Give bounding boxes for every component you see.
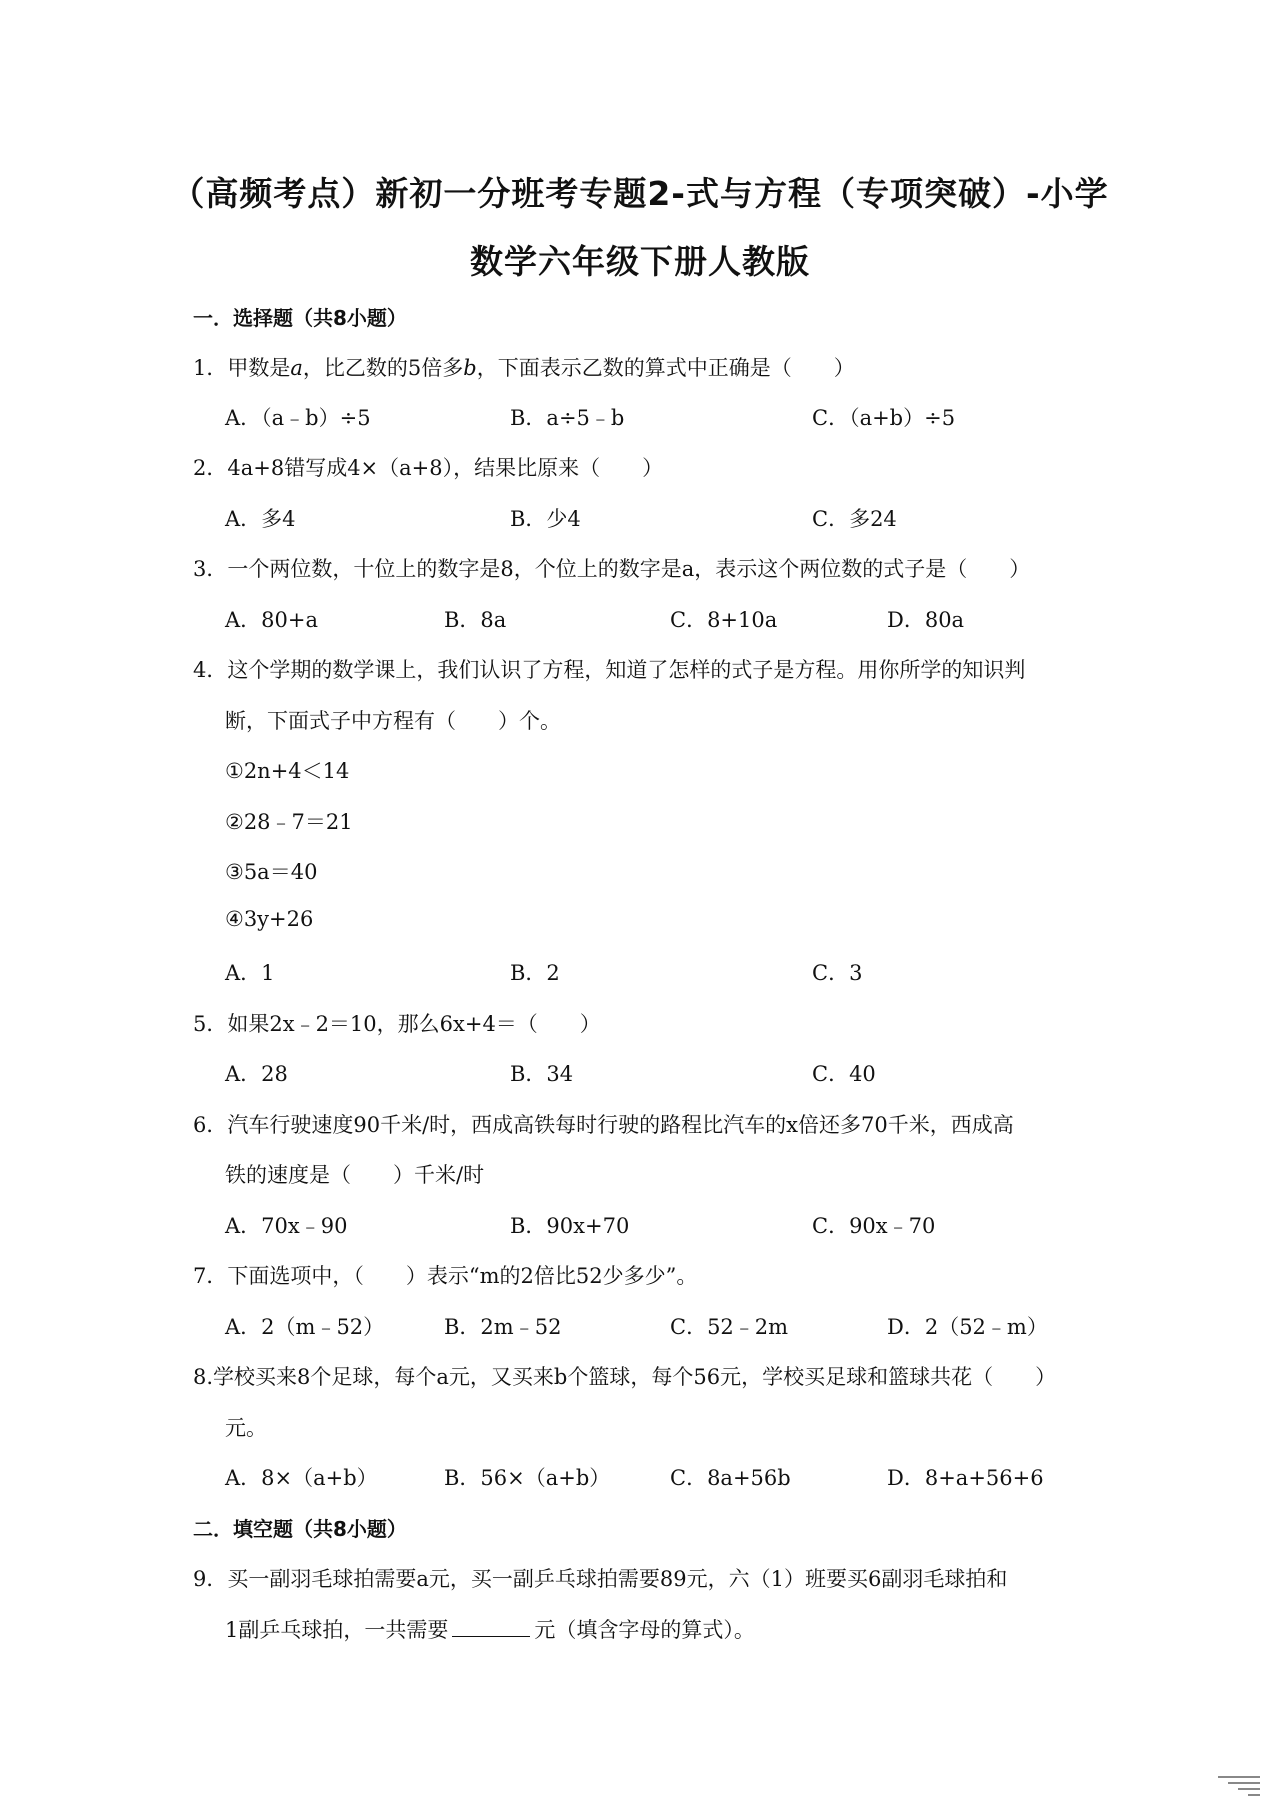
q8-option-c: C．8a+56b [670, 1466, 791, 1490]
q8-option-a: A．8×（a+b） [225, 1466, 378, 1490]
q1-text-c: ，下面表示乙数的算式中正确是（ ） [476, 356, 855, 380]
question-3-stem: 3．一个两位数，十位上的数字是8，个位上的数字是a，表示这个两位数的式子是（ ） [193, 557, 1031, 581]
q6-option-a: A．70x﹣90 [225, 1214, 348, 1238]
q4-item-3: ③5a＝40 [225, 860, 318, 884]
question-7-stem: 7．下面选项中，（ ）表示“m的2倍比52少多少”。 [193, 1264, 698, 1288]
question-8-stem-line-1: 8.学校买来8个足球，每个a元，又买来b个篮球，每个56元，学校买足球和篮球共花（ ） [193, 1365, 1057, 1389]
question-9-stem-line-2 [225, 1614, 755, 1644]
title-line-1: （高频考点）新初一分班考专题2-式与方程（专项突破）-小学 [171, 174, 1109, 213]
question-2-stem: 2．4a+8错写成4×（a+8），结果比原来（ ） [193, 456, 664, 480]
q1-text-a: 1．甲数是 [193, 356, 291, 380]
q1-option-c: C．（a+b）÷5 [812, 406, 956, 430]
q3-option-d: D．80a [887, 608, 965, 632]
q1-text-b: ，比乙数的5倍多 [302, 356, 464, 380]
q5-option-a: A．28 [225, 1062, 288, 1086]
q2-option-a: A．多4 [225, 507, 296, 531]
q1-option-a: A．（a﹣b）÷5 [225, 406, 371, 430]
q3-option-b: B．8a [444, 608, 507, 632]
question-8-stem-line-2: 元。 [225, 1416, 267, 1440]
section-fill-heading: 二．填空题（共8小题） [193, 1517, 407, 1541]
q7-option-d: D．2（52﹣m） [887, 1315, 1048, 1339]
q9-text-pre: 1副乒乓球拍，一共需要 [225, 1618, 449, 1642]
q7-option-c: C．52﹣2m [670, 1315, 789, 1339]
q5-option-c: C．40 [812, 1062, 876, 1086]
question-4-stem-line-1: 4．这个学期的数学课上，我们认识了方程，知道了怎样的式子是方程。用你所学的知识判 [193, 658, 1026, 682]
q9-text-post: 元（填含字母的算式）。 [534, 1618, 755, 1642]
question-4-stem-line-2: 断，下面式子中方程有（ ）个。 [225, 709, 561, 733]
q1-option-b: B．a÷5﹣b [510, 406, 625, 430]
q1-var-b: b [463, 356, 477, 380]
q9-answer-blank[interactable] [452, 1618, 530, 1637]
q8-option-b: B．56×（a+b） [444, 1466, 611, 1490]
q4-option-c: C．3 [812, 961, 863, 985]
q3-option-a: A．80+a [225, 608, 319, 632]
question-6-stem-line-2: 铁的速度是（ ）千米/时 [225, 1163, 485, 1187]
question-1-stem [193, 352, 855, 382]
q8-option-d: D．8+a+56+6 [887, 1466, 1044, 1490]
q4-item-2: ②28﹣7＝21 [225, 810, 353, 834]
q7-option-a: A．2（m﹣52） [225, 1315, 385, 1339]
q4-option-a: A．1 [225, 961, 275, 985]
question-9-stem-line-1: 9．买一副羽毛球拍需要a元，买一副乒乓球拍需要89元，六（1）班要买6副羽毛球拍和 [193, 1567, 1008, 1591]
q7-option-b: B．2m﹣52 [444, 1315, 562, 1339]
q6-option-b: B．90x+70 [510, 1214, 630, 1238]
section-choice-heading: 一．选择题（共8小题） [193, 306, 407, 330]
q2-option-c: C．多24 [812, 507, 897, 531]
title-line-2: 数学六年级下册人教版 [470, 242, 810, 281]
q4-option-b: B．2 [510, 961, 560, 985]
q3-option-c: C．8+10a [670, 608, 778, 632]
resize-grip-icon[interactable] [1218, 1772, 1260, 1798]
question-6-stem-line-1: 6．汽车行驶速度90千米/时，西成高铁每时行驶的路程比汽车的x倍还多70千米，西成高 [193, 1113, 1014, 1137]
q4-item-1: ①2n+4＜14 [225, 759, 350, 783]
q4-item-4: ④3y+26 [225, 907, 314, 931]
question-5-stem: 5．如果2x﹣2＝10，那么6x+4＝（ ） [193, 1012, 601, 1036]
q6-option-c: C．90x﹣70 [812, 1214, 936, 1238]
q5-option-b: B．34 [510, 1062, 574, 1086]
q2-option-b: B．少4 [510, 507, 581, 531]
q1-var-a: a [290, 356, 303, 380]
